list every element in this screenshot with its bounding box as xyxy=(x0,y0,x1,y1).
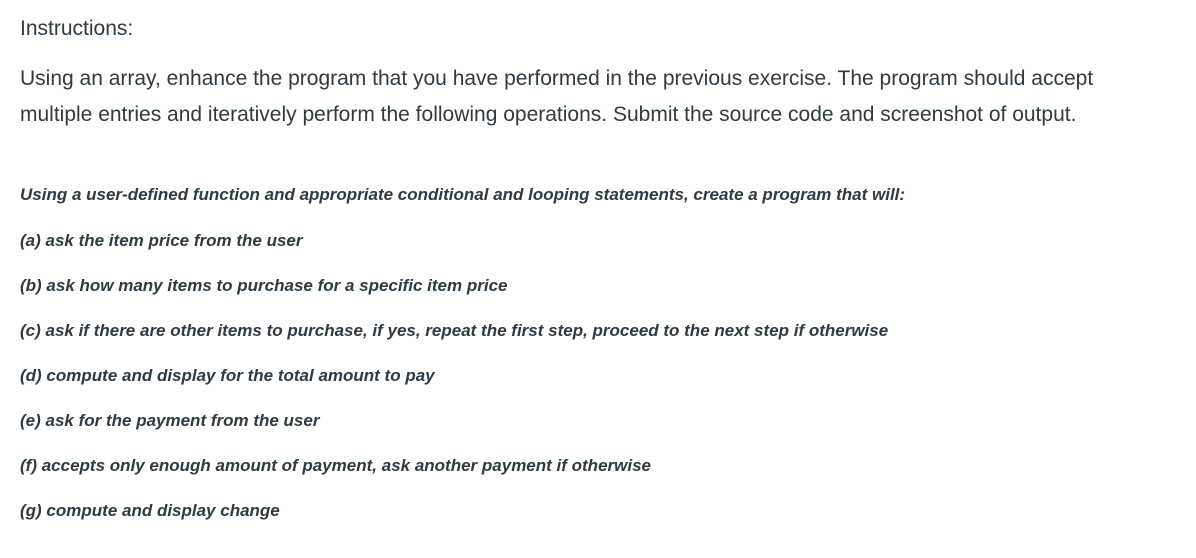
step-e: (e) ask for the payment from the user xyxy=(20,411,320,430)
step-d: (d) compute and display for the total amount to pay xyxy=(20,366,435,385)
instructions-heading: Instructions: xyxy=(20,17,134,40)
instructions-intro: Using an array, enhance the program that you have performed in the previous exercise. The program should accept multiple entries and iteratively perform the following operations. Submit the source code and screenshot of output. xyxy=(20,67,1094,126)
step-f: (f) accepts only enough amount of payment, ask another payment if otherwise xyxy=(20,456,651,475)
step-g: (g) compute and display change xyxy=(20,501,280,520)
step-c: (c) ask if there are other items to purchase, if yes, repeat the first step, proceed to the next step if otherwise xyxy=(20,321,889,340)
instructions-lead: Using a user-defined function and appropriate conditional and looping statements, create a program that will: xyxy=(20,185,906,204)
step-a: (a) ask the item price from the user xyxy=(20,231,303,250)
steps-list xyxy=(20,228,888,543)
step-b: (b) ask how many items to purchase for a specific item price xyxy=(20,276,508,295)
